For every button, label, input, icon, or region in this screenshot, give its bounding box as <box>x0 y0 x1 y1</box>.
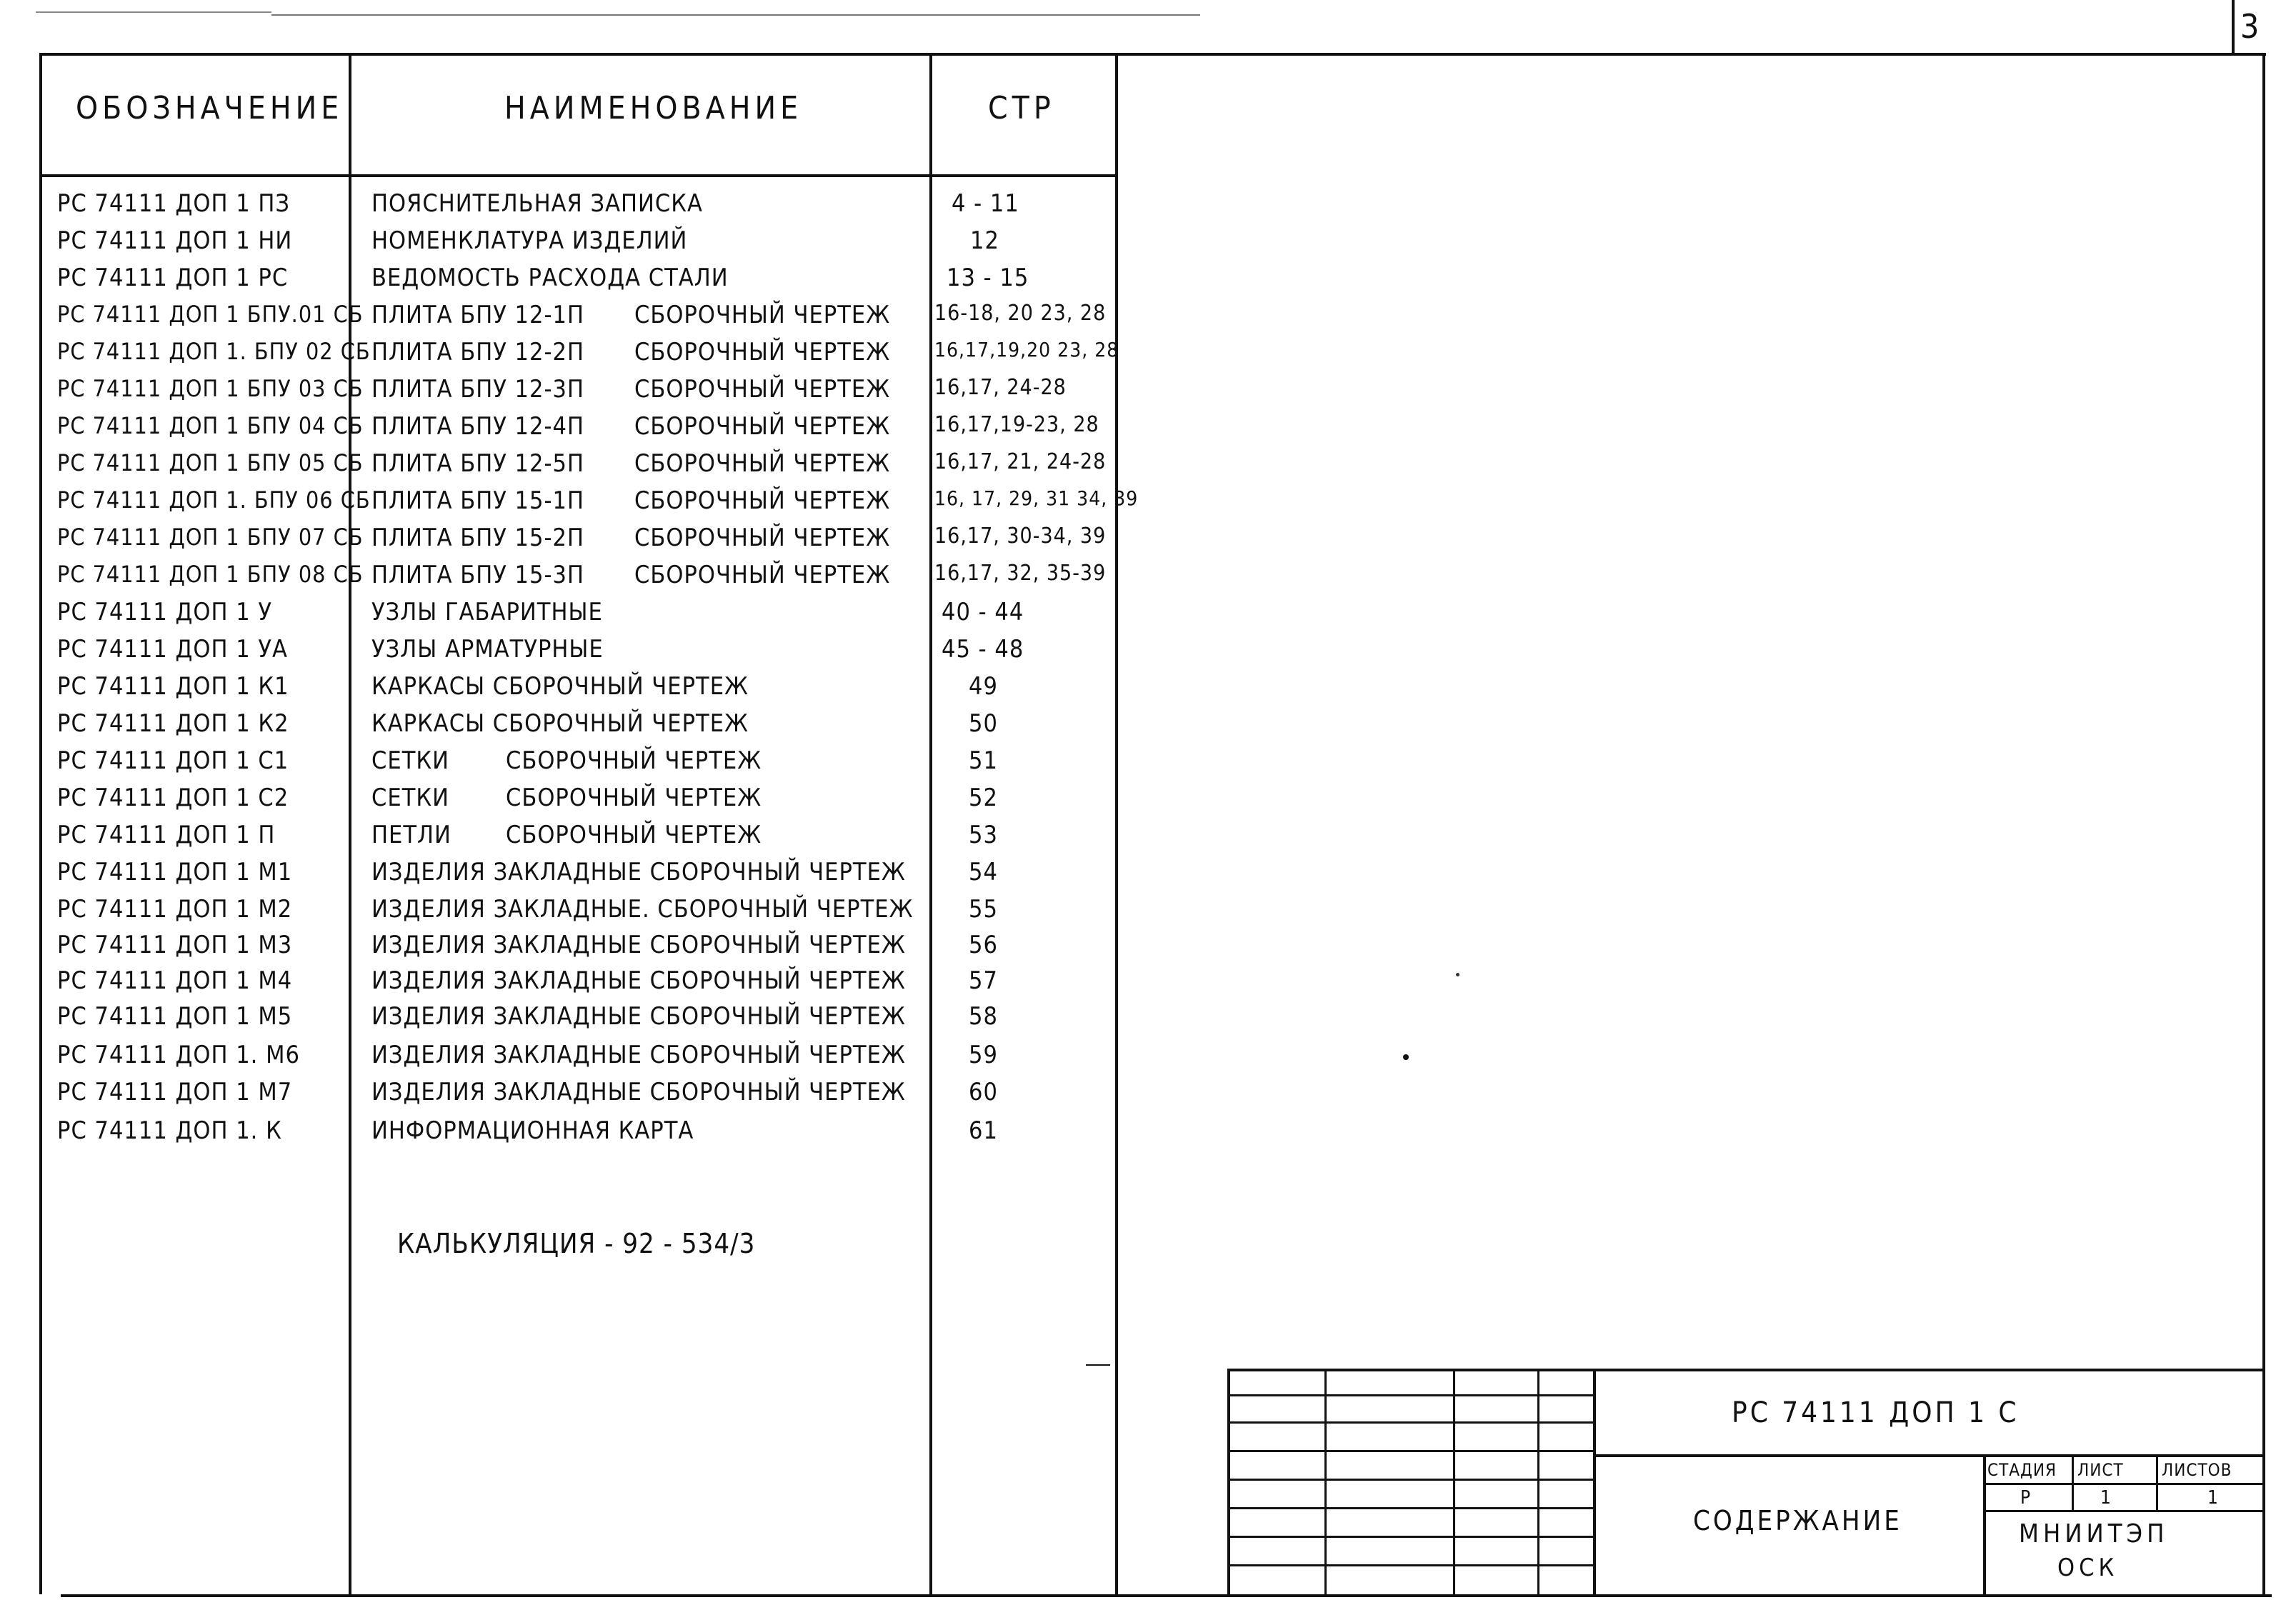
row-page: 16,17, 21, 24-28 <box>934 449 1107 474</box>
row-name: КАРКАСЫ СБОРОЧНЫЙ ЧЕРТЕЖ <box>371 709 749 738</box>
row-designation: РС 74111 ДОП 1 М5 <box>57 1002 293 1031</box>
header-designation: ОБОЗНАЧЕНИЕ <box>76 90 344 126</box>
row-page: 16,17, 30-34, 39 <box>934 524 1107 549</box>
row-page: 40 - 44 <box>942 598 1024 626</box>
row-page: 50 <box>969 709 998 738</box>
table-col-divider-1 <box>349 53 351 1594</box>
row-page: 16,17, 32, 35-39 <box>934 561 1107 586</box>
row-designation: РС 74111 ДОП 1 С1 <box>57 746 289 775</box>
row-name-note: СБОРОЧНЫЙ ЧЕРТЕЖ <box>634 561 891 589</box>
row-name: ПЛИТА БПУ 12-2П <box>371 338 584 366</box>
row-name: ИЗДЕЛИЯ ЗАКЛАДНЫЕ СБОРОЧНЫЙ ЧЕРТЕЖ <box>371 858 906 886</box>
organization-line1: МНИИТЭП <box>2019 1519 2169 1549</box>
row-name: УЗЛЫ ГАБАРИТНЫЕ <box>371 598 603 626</box>
row-name: СЕТКИ <box>371 784 449 812</box>
row-page: 57 <box>969 966 998 995</box>
row-name: СЕТКИ <box>371 746 449 775</box>
table-col-divider-2 <box>929 53 932 1594</box>
row-name-note: СБОРОЧНЫЙ ЧЕРТЕЖ <box>634 524 891 552</box>
row-page: 53 <box>969 821 998 849</box>
row-name: ПЕТЛИ <box>371 821 451 849</box>
row-page: 16,17,19-23, 28 <box>934 412 1099 437</box>
row-name: ПЛИТА БПУ 12-3П <box>371 375 584 404</box>
top-edge-line-2 <box>36 11 271 13</box>
row-designation: РС 74111 ДОП 1 НИ <box>57 226 293 255</box>
row-page: 51 <box>969 746 998 775</box>
row-name: ИЗДЕЛИЯ ЗАКЛАДНЫЕ СБОРОЧНЫЙ ЧЕРТЕЖ <box>371 966 906 995</box>
row-name-note: СБОРОЧНЫЙ ЧЕРТЕЖ <box>506 821 762 849</box>
row-name: ПЛИТА БПУ 15-1П <box>371 486 584 515</box>
row-page: 12 <box>970 226 999 255</box>
row-page: 16-18, 20 23, 28 <box>934 301 1107 326</box>
title-block-grid-line <box>1537 1369 1539 1594</box>
frame-left-line <box>39 53 42 1594</box>
row-name: ПЛИТА БПУ 15-3П <box>371 561 584 589</box>
row-page: 61 <box>969 1116 998 1145</box>
row-page: 59 <box>969 1041 998 1069</box>
row-name: ПОЯСНИТЕЛЬНАЯ ЗАПИСКА <box>371 189 703 218</box>
top-edge-line <box>271 14 1200 16</box>
row-page: 58 <box>969 1002 998 1031</box>
sheets-label: ЛИСТОВ <box>2162 1460 2232 1480</box>
row-name-note: СБОРОЧНЫЙ ЧЕРТЕЖ <box>634 301 891 329</box>
row-name-note: СБОРОЧНЫЙ ЧЕРТЕЖ <box>634 338 891 366</box>
frame-top-line <box>39 53 2254 56</box>
row-designation: РС 74111 ДОП 1. БПУ 02 СБ <box>57 338 371 365</box>
row-page: 16,17, 24-28 <box>934 375 1067 400</box>
scan-speck <box>1456 973 1459 976</box>
row-designation: РС 74111 ДОП 1. К <box>57 1116 282 1145</box>
row-name-note: СБОРОЧНЫЙ ЧЕРТЕЖ <box>634 412 891 441</box>
row-name-note: СБОРОЧНЫЙ ЧЕРТЕЖ <box>506 746 762 775</box>
row-designation: РС 74111 ДОП 1 БПУ 04 СБ <box>57 412 364 439</box>
row-page: 55 <box>969 895 998 924</box>
row-page: 16,17,19,20 23, 28 <box>934 338 1119 361</box>
calculation-note: КАЛЬКУЛЯЦИЯ - 92 - 534/3 <box>397 1228 756 1259</box>
row-designation: РС 74111 ДОП 1 БПУ 08 СБ <box>57 561 364 588</box>
row-designation: РС 74111 ДОП 1. БПУ 06 СБ <box>57 486 371 514</box>
stage-grid-line <box>2072 1454 2074 1511</box>
title-block-grid-line <box>1324 1369 1327 1594</box>
row-designation: РС 74111 ДОП 1 М1 <box>57 858 293 886</box>
title-block-info-divider <box>1983 1454 1986 1594</box>
stage-label: СТАДИЯ <box>1987 1460 2057 1480</box>
title-block-grid-line <box>1227 1421 1594 1424</box>
organization-line2: ОСК <box>2057 1554 2119 1582</box>
row-designation: РС 74111 ДОП 1 БПУ 03 СБ <box>57 375 364 402</box>
header-name: НАИМЕНОВАНИЕ <box>504 90 803 126</box>
stage-value: Р <box>2020 1487 2032 1509</box>
row-name: УЗЛЫ АРМАТУРНЫЕ <box>371 635 604 664</box>
row-page: 56 <box>969 931 998 959</box>
row-designation: РС 74111 ДОП 1 М7 <box>57 1078 293 1106</box>
row-page: 52 <box>969 784 998 812</box>
row-designation: РС 74111 ДОП 1 М3 <box>57 931 293 959</box>
row-name: ИЗДЕЛИЯ ЗАКЛАДНЫЕ СБОРОЧНЫЙ ЧЕРТЕЖ <box>371 1041 906 1069</box>
row-name: ПЛИТА БПУ 15-2П <box>371 524 584 552</box>
row-name: ИЗДЕЛИЯ ЗАКЛАДНЫЕ СБОРОЧНЫЙ ЧЕРТЕЖ <box>371 1078 906 1106</box>
title-block-grid-line <box>1227 1536 1594 1538</box>
row-page: 45 - 48 <box>942 635 1024 664</box>
row-designation: РС 74111 ДОП 1 К1 <box>57 672 289 701</box>
row-designation: РС 74111 ДОП 1. М6 <box>57 1041 300 1069</box>
sheet-value: 1 <box>2100 1487 2112 1509</box>
header-bottom-line <box>39 174 1118 177</box>
row-name-note: СБОРОЧНЫЙ ЧЕРТЕЖ <box>634 449 891 478</box>
row-designation: РС 74111 ДОП 1 БПУ.01 СБ <box>57 301 364 328</box>
stage-grid-line <box>1983 1510 2262 1512</box>
row-designation: РС 74111 ДОП 1 М2 <box>57 895 293 924</box>
row-name-note: СБОРОЧНЫЙ ЧЕРТЕЖ <box>634 486 891 515</box>
page-number: 3 <box>2240 7 2260 46</box>
sheets-value: 1 <box>2207 1487 2219 1509</box>
row-designation: РС 74111 ДОП 1 РС <box>57 264 289 292</box>
row-designation: РС 74111 ДОП 1 К2 <box>57 709 289 738</box>
row-name: ИЗДЕЛИЯ ЗАКЛАДНЫЕ. СБОРОЧНЫЙ ЧЕРТЕЖ <box>371 895 914 924</box>
row-page: 54 <box>969 858 998 886</box>
frame-right-line <box>2262 53 2265 1594</box>
title-block-grid-line <box>1453 1369 1455 1594</box>
row-name: КАРКАСЫ СБОРОЧНЫЙ ЧЕРТЕЖ <box>371 672 749 701</box>
title-block-code-divider <box>1593 1454 2262 1457</box>
row-page: 13 - 15 <box>947 264 1029 292</box>
row-name: ИНФОРМАЦИОННАЯ КАРТА <box>371 1116 694 1145</box>
row-designation: РС 74111 ДОП 1 БПУ 05 СБ <box>57 449 364 476</box>
title-block-grid-line <box>1227 1479 1594 1481</box>
title-block-grid-line <box>1227 1394 1594 1396</box>
stage-grid-line <box>2156 1454 2158 1511</box>
row-name: ИЗДЕЛИЯ ЗАКЛАДНЫЕ СБОРОЧНЫЙ ЧЕРТЕЖ <box>371 931 906 959</box>
row-page: 16, 17, 29, 31 34, 39 <box>934 486 1139 510</box>
row-designation: РС 74111 ДОП 1 ПЗ <box>57 189 291 218</box>
row-name: ИЗДЕЛИЯ ЗАКЛАДНЫЕ СБОРОЧНЫЙ ЧЕРТЕЖ <box>371 1002 906 1031</box>
row-designation: РС 74111 ДОП 1 У <box>57 598 273 626</box>
row-name: ПЛИТА БПУ 12-4П <box>371 412 584 441</box>
document-title: СОДЕРЖАНИЕ <box>1693 1505 1902 1536</box>
title-block-grid-line <box>1593 1369 1596 1594</box>
title-block-grid-line <box>1227 1450 1594 1452</box>
row-page: 49 <box>969 672 998 701</box>
row-name: ПЛИТА БПУ 12-1П <box>371 301 584 329</box>
row-page: 4 - 11 <box>952 189 1019 218</box>
row-designation: РС 74111 ДОП 1 УА <box>57 635 288 664</box>
row-page: 60 <box>969 1078 998 1106</box>
stage-grid-line <box>1983 1483 2262 1485</box>
row-name-note: СБОРОЧНЫЙ ЧЕРТЕЖ <box>506 784 762 812</box>
sheet-label: ЛИСТ <box>2077 1460 2124 1480</box>
scan-mark <box>1086 1364 1110 1366</box>
scan-speck <box>1403 1054 1409 1060</box>
row-designation: РС 74111 ДОП 1 БПУ 07 СБ <box>57 524 364 551</box>
row-designation: РС 74111 ДОП 1 С2 <box>57 784 289 812</box>
row-name-note: СБОРОЧНЫЙ ЧЕРТЕЖ <box>634 375 891 404</box>
row-name: НОМЕНКЛАТУРА ИЗДЕЛИЙ <box>371 226 688 255</box>
row-designation: РС 74111 ДОП 1 М4 <box>57 966 293 995</box>
row-name: ПЛИТА БПУ 12-5П <box>371 449 584 478</box>
title-block-grid-line <box>1227 1564 1594 1566</box>
header-page: СТР <box>988 90 1055 126</box>
title-block-grid-line <box>1227 1507 1594 1509</box>
row-name: ВЕДОМОСТЬ РАСХОДА СТАЛИ <box>371 264 729 292</box>
table-col-divider-3 <box>1115 53 1118 1594</box>
row-designation: РС 74111 ДОП 1 П <box>57 821 276 849</box>
document-code: РС 74111 ДОП 1 С <box>1732 1396 2020 1429</box>
